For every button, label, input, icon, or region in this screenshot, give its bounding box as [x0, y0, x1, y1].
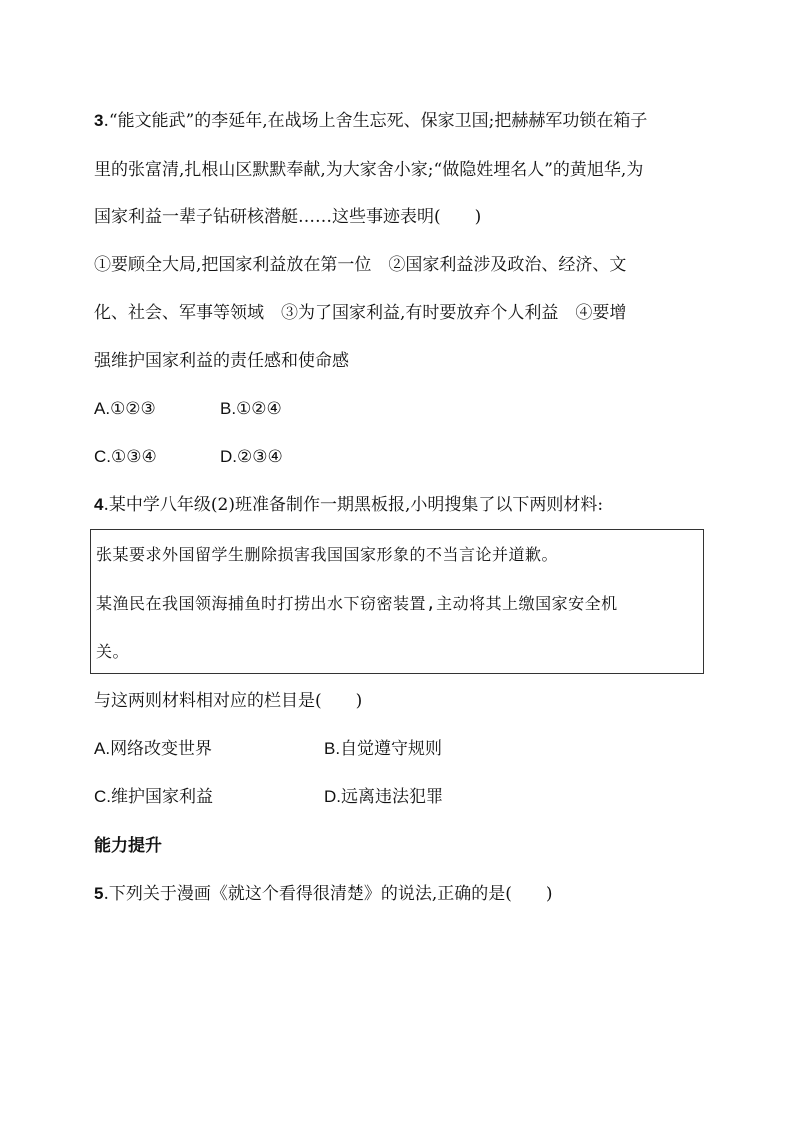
q4-option-c-letter: C. [94, 787, 111, 806]
q3-option-b-text: ①②④ [236, 399, 282, 419]
q4-option-d[interactable] [324, 786, 443, 808]
q4-question: 与这两则材料相对应的栏目是( ) [94, 691, 363, 711]
q5-stem [94, 883, 553, 905]
q3-option-b-letter: B. [220, 399, 237, 418]
q4-material-line-1: 张某要求外国留学生删除损害我国国家形象的不当言论并道歉。 [96, 545, 559, 564]
q4-option-a-text: 网络改变世界 [110, 739, 213, 759]
q3-option-a-text: ①②③ [110, 399, 156, 419]
q3-option-c-letter: C. [94, 447, 111, 466]
q4-option-c[interactable] [94, 786, 213, 808]
q4-option-c-text: 维护国家利益 [111, 787, 213, 807]
q4-stem [94, 494, 603, 516]
q3-number: 3 [94, 111, 104, 130]
q4-option-b-text: 自觉遵守规则 [340, 739, 443, 759]
q3-statement-line-2: 化、社会、军事等领域 ③为了国家利益,有时要放弃个人利益 ④要增 [94, 303, 627, 323]
q4-number: 4 [94, 495, 104, 514]
q3-stem-line-1 [94, 110, 647, 132]
q3-option-b[interactable] [220, 398, 282, 420]
q4-material-box [90, 529, 704, 674]
q3-stem-line-3: 国家利益一辈子钻研核潜艇……这些事迹表明( ) [94, 207, 482, 227]
q4-option-d-text: 远离违法犯罪 [341, 787, 443, 807]
q3-option-a-letter: A. [94, 399, 111, 418]
q4-option-a-letter: A. [94, 739, 111, 758]
q3-statement-line-3: 强维护国家利益的责任感和使命感 [94, 351, 349, 371]
q5-stem-text: .下列关于漫画《就这个看得很清楚》的说法,正确的是( ) [103, 884, 553, 904]
q4-material-line-2: 某渔民在我国领海捕鱼时打捞出水下窃密装置,主动将其上缴国家安全机 [96, 594, 618, 613]
q4-option-b-letter: B. [324, 739, 341, 758]
q4-option-a[interactable] [94, 738, 212, 760]
q3-statement-line-1: ①要顾全大局,把国家利益放在第一位 ②国家利益涉及政治、经济、文 [94, 255, 627, 275]
q4-option-d-letter: D. [324, 787, 341, 806]
q3-option-c-text: ①③④ [111, 447, 157, 467]
q3-option-c[interactable] [94, 446, 157, 468]
q3-option-d[interactable] [220, 446, 283, 468]
q3-stem-line-2: 里的张富清,扎根山区默默奉献,为大家舍小家;“做隐姓埋名人”的黄旭华,为 [94, 160, 644, 180]
section-heading: 能力提升 [94, 836, 162, 856]
q4-option-b[interactable] [324, 738, 442, 760]
q5-number: 5 [94, 884, 104, 903]
q4-material-line-3: 关。 [96, 642, 130, 661]
q3-stem-text-1: .“能文能武”的李延年,在战场上舍生忘死、保家卫国;把赫赫军功锁在箱子 [103, 111, 648, 131]
q3-option-d-letter: D. [220, 447, 237, 466]
q3-option-d-text: ②③④ [237, 447, 283, 467]
q3-option-a[interactable] [94, 398, 156, 420]
q4-stem-text: .某中学八年级(2)班准备制作一期黑板报,小明搜集了以下两则材料: [103, 495, 604, 515]
